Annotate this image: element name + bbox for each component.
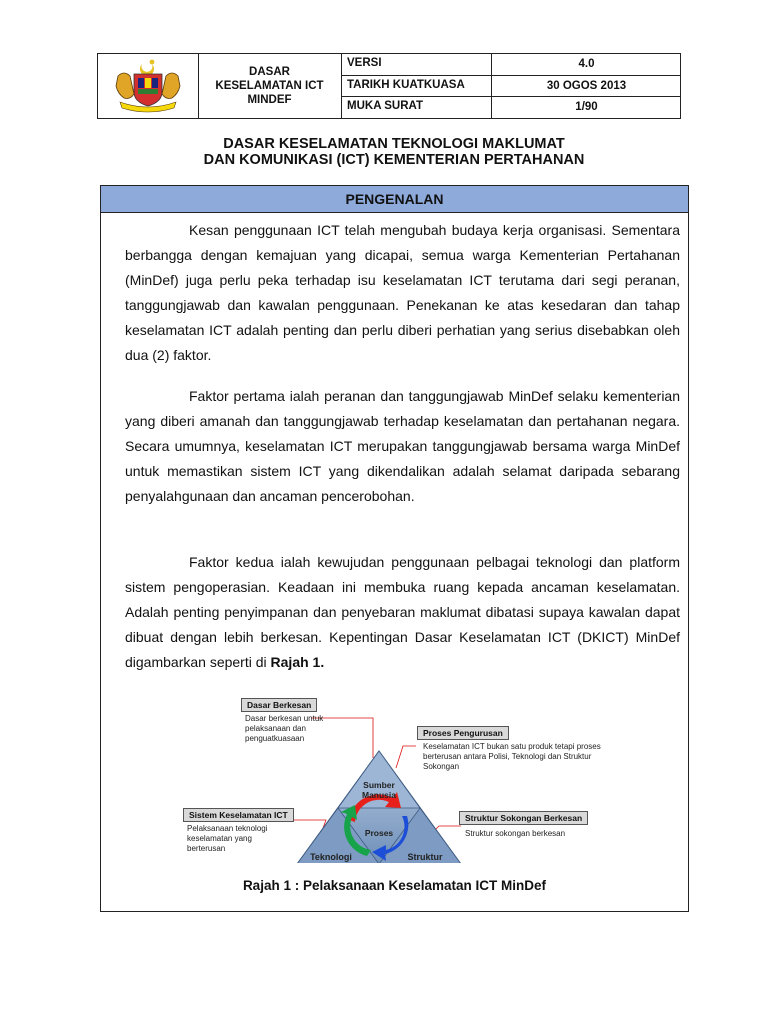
coat-of-arms-logo: [98, 54, 199, 118]
header-document-name: [198, 54, 342, 118]
document-title-line: DAN KOMUNIKASI (ICT) KEMENTERIAN PERTAHANAN: [203, 152, 585, 168]
header-info-rows: [341, 54, 680, 118]
box-sistem-keselamatan: Sistem Keselamatan ICT: [183, 808, 294, 822]
label-sumber-manusia: Sumber Manusia: [361, 780, 396, 800]
header-label: VERSI: [347, 57, 382, 69]
box-struktur-sokongan: Struktur Sokongan Berkesan: [459, 811, 588, 825]
note-struktur: Struktur sokongan berkesan: [465, 829, 566, 838]
box-proses-pengurusan: Proses Pengurusan: [417, 726, 509, 740]
figure-reference: Rajah 1.: [270, 654, 325, 670]
header-value: 4.0: [491, 54, 681, 75]
connector-line: [396, 746, 416, 768]
paragraph-3: [125, 550, 680, 675]
figure-caption: Rajah 1 : Pelaksanaan Keselamatan ICT MinDef: [242, 878, 547, 893]
section-heading: PENGENALAN: [101, 186, 688, 213]
header-value: 30 OGOS 2013: [491, 76, 681, 97]
header-value: 1/90: [491, 97, 681, 118]
header-label: MUKA SURAT: [347, 100, 424, 112]
section-box: [100, 185, 689, 912]
malaysia-crest-icon: [98, 54, 198, 118]
document-title-line: DASAR KESELAMATAN TEKNOLOGI MAKLUMAT: [223, 136, 565, 152]
figure-rajah-1: [181, 698, 601, 863]
document-header-table: [97, 53, 681, 119]
connector-line: [293, 820, 326, 828]
box-dasar-berkesan: Dasar Berkesan: [241, 698, 317, 712]
header-row-versi: [341, 54, 680, 75]
header-label: TARIKH KUATKUASA: [347, 79, 465, 91]
note-dasar: Dasar berkesan untuk pelaksanaan dan penguatkuasaan: [245, 714, 324, 743]
label-proses: Proses: [364, 828, 394, 838]
document-title: [100, 136, 688, 168]
paragraph-text: Faktor kedua ialah kewujudan penggunaan pelbagai teknologi dan platform sistem pengoperasian. Keadaan ini membuka ruang kepada ancaman keselamatan. Adalah penting penyimpanan dan penyebaran maklumat dibatasi supaya kawalan dapat dibuat dengan lebih berkesan. Kepentingan Dasar Keselamatan ICT (DKICT) MinDef digambarkan seperti di: [125, 554, 680, 670]
paragraph-text: Faktor pertama ialah peranan dan tanggungjawab MinDef selaku kementerian yang diberi amanah dan tanggungjawab terhadap keselamatan dan pertahanan negara. Secara umumnya, keselamatan ICT merupakan tanggungjawab bersama warga MinDef untuk memastikan sistem ICT yang dikendalikan adalah selamat daripada sebarang penyalahgunaan dan ancaman pencerobohan.: [125, 388, 680, 504]
note-proses: Keselamatan ICT bukan satu produk tetapi proses berterusan antara Polisi, Teknologi dan Struktur Sokongan: [423, 742, 601, 771]
paragraph-2: [125, 384, 680, 509]
label-struktur: Struktur: [407, 852, 443, 862]
header-row-tarikh: [341, 75, 680, 96]
header-title-line: MINDEF: [247, 94, 292, 106]
label-teknologi: Teknologi: [310, 852, 352, 862]
paragraph-1: [125, 218, 680, 368]
header-title-line: DASAR: [249, 66, 290, 78]
note-sistem: Pelaksanaan teknologi keselamatan yang berterusan: [187, 824, 268, 853]
header-row-muka-surat: [341, 96, 680, 118]
paragraph-text: Kesan penggunaan ICT telah mengubah budaya kerja organisasi. Sementara berbangga dengan kemajuan yang dicapai, semua warga Kementerian Pertahanan (MinDef) juga perlu peka terhadap isu keselamatan ICT terutama dari segi peranan, tanggungjawab dan kawalan penggunaan. Penekanan ke atas kesedaran dan tahap keselamatan ICT adalah penting dan perlu diberi perhatian yang serius disebabkan oleh dua (2) faktor.: [125, 222, 680, 363]
header-title-line: KESELAMATAN ICT: [215, 80, 324, 92]
